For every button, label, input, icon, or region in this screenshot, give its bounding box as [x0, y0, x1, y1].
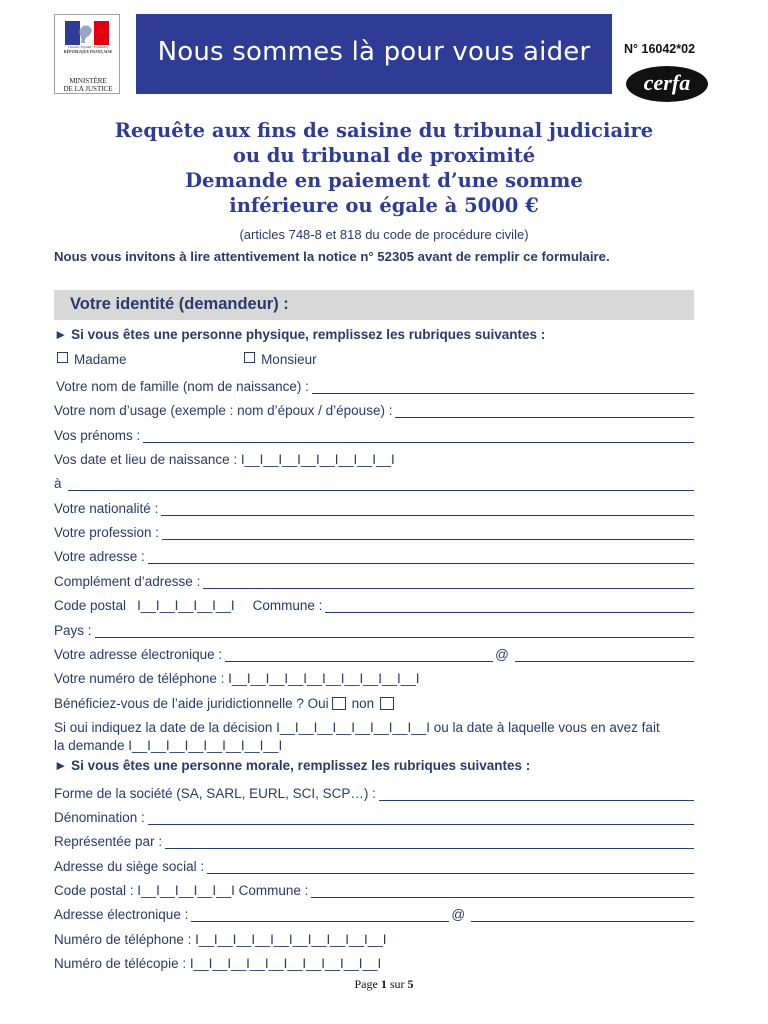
denomination-label: Dénomination :	[54, 810, 145, 825]
title-line: Requête aux fins de saisine du tribunal judiciaire	[114, 119, 654, 142]
banner-text: Nous sommes là pour vous aider	[157, 37, 591, 67]
company-fax-field[interactable]: Numéro de télécopie : I__I__I__I__I__I__I__I__I__I__I	[54, 956, 382, 971]
company-email-label: Adresse électronique :	[54, 907, 189, 922]
cerfa-logo-text: cerfa	[643, 70, 691, 95]
country-label: Pays :	[54, 623, 92, 638]
title-line: Demande en paiement d’une somme	[185, 169, 583, 192]
birth-row	[54, 447, 694, 467]
header-banner	[136, 14, 612, 94]
company-form-label: Forme de la société (SA, SARL, EURL, SCI, SCP…) :	[54, 786, 376, 801]
birth-place-field[interactable]	[68, 476, 694, 491]
first-names-field[interactable]	[143, 428, 694, 443]
company-postal-field[interactable]: Code postal : I__I__I__I__I__I Commune :	[54, 883, 309, 898]
phone-field[interactable]: Votre numéro de téléphone : I__I__I__I__I__I__I__I__I__I__I	[54, 671, 420, 686]
nationality-label: Votre nationalité :	[54, 501, 159, 516]
request-date-field[interactable]: la demande I__I__I__I__I__I__I__I__I	[54, 738, 283, 753]
usage-name-label: Votre nom d’usage (exemple : nom d’époux / d’épouse) :	[54, 403, 393, 418]
cerfa-logo	[626, 66, 708, 102]
commune-field[interactable]	[325, 598, 694, 613]
notice-instruction: Nous vous invitons à lire attentivement la notice n° 52305 avant de remplir ce formulaire.	[54, 249, 610, 264]
logo-ministry: MINISTÈRE DE LA JUSTICE	[63, 77, 113, 93]
family-name-field[interactable]	[312, 379, 694, 394]
country-row	[54, 618, 694, 638]
represented-by-label: Représentée par :	[54, 834, 163, 849]
marianne-flag-icon	[65, 21, 109, 45]
request-date-row	[54, 733, 694, 753]
address-field[interactable]	[148, 549, 694, 564]
company-email-row	[54, 902, 694, 922]
monsieur-label: Monsieur	[261, 352, 317, 367]
madame-checkbox[interactable]	[57, 352, 68, 363]
commune-label: Commune :	[252, 598, 323, 613]
company-fax-row	[54, 951, 694, 971]
ministry-logo	[54, 14, 120, 94]
email-user-field[interactable]	[225, 647, 493, 662]
profession-row	[54, 520, 694, 540]
company-postal-row	[54, 878, 694, 898]
represented-by-field[interactable]	[165, 834, 694, 849]
email-at-sign: @	[495, 647, 509, 662]
logo-motto: Liberté • Égalité • Fraternité	[68, 45, 108, 49]
legal-aid-no-checkbox[interactable]	[380, 697, 394, 710]
section-title: Votre identité (demandeur) :	[70, 295, 289, 313]
first-names-row	[54, 423, 694, 443]
birth-place-label: à	[54, 476, 62, 491]
physical-person-heading: ► Si vous êtes une personne physique, remplissez les rubriques suivantes :	[54, 327, 546, 342]
nationality-row	[54, 496, 694, 516]
postal-code-label: Code postal	[54, 598, 127, 613]
civility-row	[55, 352, 317, 367]
company-phone-row	[54, 927, 694, 947]
company-email-at-sign: @	[451, 907, 466, 922]
legal-aid-label: Bénéficiez-vous de l’aide juridictionnelle ? Oui	[54, 696, 329, 711]
company-form-field[interactable]	[379, 786, 694, 801]
company-form-row	[54, 781, 694, 801]
birth-place-row	[54, 471, 694, 491]
page-prefix: Page	[354, 977, 378, 991]
title-line: inférieure ou égale à 5000 €	[229, 194, 539, 217]
address-complement-row	[54, 569, 694, 589]
moral-person-heading: ► Si vous êtes une personne morale, remplissez les rubriques suivantes :	[54, 758, 531, 773]
decision-date-field[interactable]: Si oui indiquez la date de la décision I__I__I__I__I__I__I__I__I ou la date à laquelle vous en avez fait	[54, 720, 660, 735]
decision-date-row	[54, 715, 694, 735]
head-office-row	[54, 854, 694, 874]
denomination-row	[54, 805, 694, 825]
company-email-user-field[interactable]	[191, 907, 449, 922]
phone-row	[54, 666, 694, 686]
page-number	[0, 977, 768, 992]
legal-aid-no-label: non	[351, 696, 375, 711]
head-office-label: Adresse du siège social :	[54, 859, 205, 874]
form-title	[0, 118, 768, 218]
nationality-field[interactable]	[161, 501, 694, 516]
company-phone-field[interactable]: Numéro de téléphone : I__I__I__I__I__I__I__I__I__I__I	[54, 932, 387, 947]
title-line: ou du tribunal de proximité	[232, 144, 536, 167]
country-field[interactable]	[95, 623, 694, 638]
denomination-field[interactable]	[148, 810, 694, 825]
family-name-row	[56, 374, 694, 394]
monsieur-checkbox[interactable]	[244, 352, 255, 363]
family-name-label: Votre nom de famille (nom de naissance) :	[56, 379, 309, 394]
email-label: Votre adresse électronique :	[54, 647, 223, 662]
articles-reference: (articles 748-8 et 818 du code de procédure civile)	[239, 227, 529, 242]
section-header	[54, 290, 694, 320]
company-commune-field[interactable]	[311, 883, 694, 898]
address-complement-label: Complément d’adresse :	[54, 574, 201, 589]
address-row	[54, 544, 694, 564]
logo-republic: RÉPUBLIQUE FRANÇAISE	[63, 50, 113, 54]
usage-name-row	[54, 398, 694, 418]
cerfa-number: N° 16042*02	[624, 42, 696, 56]
usage-name-field[interactable]	[395, 403, 694, 418]
page-total: 5	[407, 977, 414, 991]
madame-label: Madame	[74, 352, 127, 367]
email-row	[54, 642, 694, 662]
first-names-label: Vos prénoms :	[54, 428, 141, 443]
address-complement-field[interactable]	[203, 574, 694, 589]
birth-date-field[interactable]: Vos date et lieu de naissance : I__I__I__I__I__I__I__I__I	[54, 452, 395, 467]
company-email-domain-field[interactable]	[471, 907, 694, 922]
page-current: 1	[380, 977, 387, 991]
profession-label: Votre profession :	[54, 525, 160, 540]
email-domain-field[interactable]	[515, 647, 694, 662]
legal-aid-row	[54, 691, 694, 711]
postal-code-field[interactable]: I__I__I__I__I__I	[137, 598, 235, 613]
address-label: Votre adresse :	[54, 549, 145, 564]
head-office-field[interactable]	[207, 859, 694, 874]
profession-field[interactable]	[162, 525, 694, 540]
represented-by-row	[54, 829, 694, 849]
legal-aid-yes-checkbox[interactable]	[332, 697, 346, 710]
page-separator: sur	[389, 977, 405, 991]
postal-code-row	[54, 593, 694, 613]
